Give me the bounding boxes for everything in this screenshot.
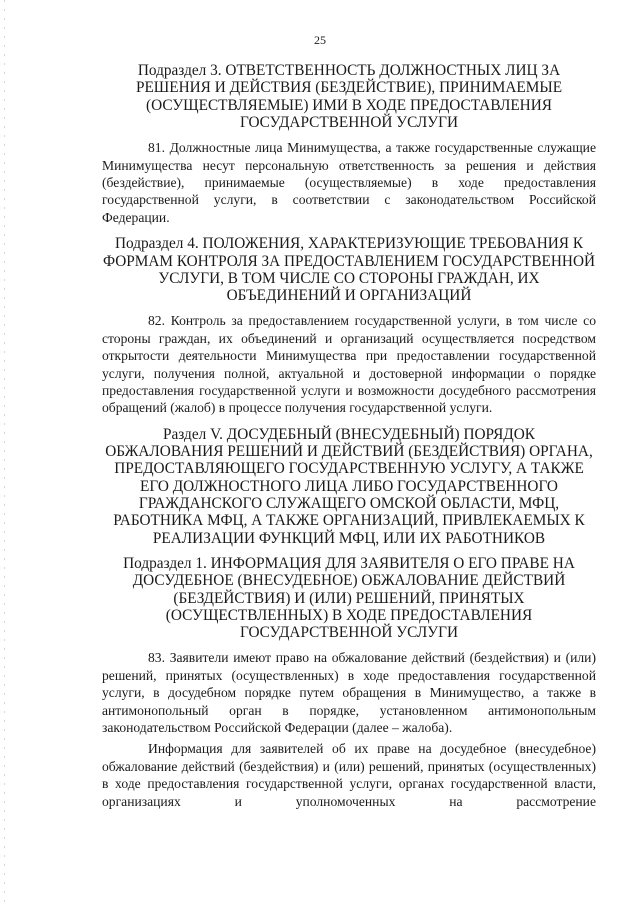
paragraph-information: Информация для заявителей об их праве на досудебное (внесудебное) обжалование действий (бездействия) и (или) решений, принятых (осуществленных) в ходе предоставления государственной услуги, органах государственной власти, организациях и уполномоченных на рассмотрение [102, 741, 596, 809]
paragraph-82: 82. Контроль за предоставлением государственной услуги, в том числе со стороны граждан, их объединений и организаций осуществляется посредством открытости деятельности Минимущества при предоставлении государственной услуги, получения полной, актуальной и достоверной информации о порядке предоставления государственной услуги и возможности досудебного рассмотрения обращений (жалоб) в процессе получения государственной услуги. [102, 313, 596, 416]
scan-edge-marks [4, 0, 5, 905]
document-body [102, 62, 596, 817]
heading-section-v: Раздел V. ДОСУДЕБНЫЙ (ВНЕСУДЕБНЫЙ) ПОРЯДОК ОБЖАЛОВАНИЯ РЕШЕНИЙ И ДЕЙСТВИЙ (БЕЗДЕЙСТВИЯ) ОРГАНА, ПРЕДОСТАВЛЯЮЩЕГО ГОСУДАРСТВЕННУЮ УСЛУГУ, А ТАКЖЕ ЕГО ДОЛЖНОСТНОГО ЛИЦА ЛИБО ГОСУДАРСТВЕННОГО ГРАЖДАНСКОГО СЛУЖАЩЕГО ОМСКОЙ ОБЛАСТИ, МФЦ, РАБОТНИКА МФЦ, А ТАКЖЕ ОРГАНИЗАЦИЙ, ПРИВЛЕКАЕМЫХ К РЕАЛИЗАЦИИ ФУНКЦИЙ МФЦ, ИЛИ ИХ РАБОТНИКОВ [105, 425, 593, 547]
paragraph-81: 81. Должностные лица Минимущества, а также государственные служащие Минимущества несут персональную ответственность за решения и действия (бездействие), принимаемые (осуществляемые) в ходе предоставления государственной услуги, в соответствии с законодательством Российской Федерации. [102, 140, 596, 225]
page-number: 25 [314, 33, 326, 47]
paragraph-83: 83. Заявители имеют право на обжалование действий (бездействия) и (или) решений, принятых (осуществленных) в ходе предоставления государственной услуги, в досудебном порядке путем обращения в Минимущество, а также в антимонопольный орган в порядке, установленном антимонопольным законодательством Российской Федерации (далее – жалоба). [102, 650, 596, 736]
heading-subsection-1: Подраздел 1. ИНФОРМАЦИЯ ДЛЯ ЗАЯВИТЕЛЯ О ЕГО ПРАВЕ НА ДОСУДЕБНОЕ (ВНЕСУДЕБНОЕ) ОБЖАЛОВАНИЕ ДЕЙСТВИЙ (БЕЗДЕЙСТВИЯ) И (ИЛИ) РЕШЕНИЙ, ПРИНЯТЫХ (ОСУЩЕСТВЛЕННЫХ) В ХОДЕ ПРЕДОСТАВЛЕНИЯ ГОСУДАРСТВЕННОЙ УСЛУГИ [123, 554, 575, 642]
heading-subsection-4: Подраздел 4. ПОЛОЖЕНИЯ, ХАРАКТЕРИЗУЮЩИЕ ТРЕБОВАНИЯ К ФОРМАМ КОНТРОЛЯ ЗА ПРЕДОСТАВЛЕНИЕМ ГОСУДАРСТВЕННОЙ УСЛУГИ, В ТОМ ЧИСЛЕ СО СТОРОНЫ ГРАЖДАН, ИХ ОБЪЕДИНЕНИЙ И ОРГАНИЗАЦИЙ [102, 235, 596, 305]
heading-subsection-3: Подраздел 3. ОТВЕТСТВЕННОСТЬ ДОЛЖНОСТНЫХ ЛИЦ ЗА РЕШЕНИЯ И ДЕЙСТВИЯ (БЕЗДЕЙСТВИЕ), ПРИНИМАЕМЫЕ (ОСУЩЕСТВЛЯЕМЫЕ) ИМИ В ХОДЕ ПРЕДОСТАВЛЕНИЯ ГОСУДАРСТВЕННОЙ УСЛУГИ [135, 62, 563, 131]
